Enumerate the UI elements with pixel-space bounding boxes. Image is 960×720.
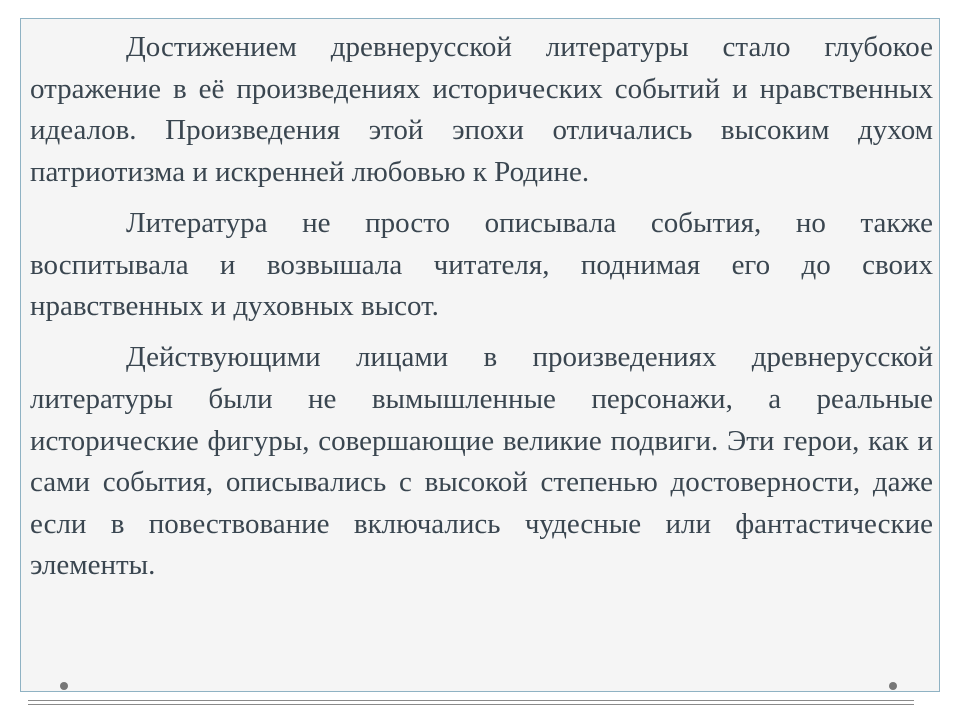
decor-line-bottom (28, 704, 914, 705)
decor-dot-right (889, 682, 897, 690)
paragraph-3: Действующими лицами в произведениях древнерусской литературы были не вымышленные персонажи, а реальные исторические фигуры, совершающие великие подвиги. Эти герои, как и сами события, описывались с высокой степенью достоверности, даже если в повествование включались чудесные или фантастические элементы. (30, 341, 933, 582)
body-text (30, 27, 933, 597)
decor-line-top (28, 700, 914, 701)
paragraph-2: Литература не просто описывала события, но также воспитывала и возвышала читателя, поднимая его до своих нравственных и духовных высот. (30, 206, 933, 323)
paragraph-1: Достижением древнерусской литературы стало глубокое отражение в её произведениях исторических событий и нравственных идеалов. Произведения этой эпохи отличались высоким духом патриотизма и искренней любовью к Родине. (30, 31, 933, 188)
decor-dot-left (60, 682, 68, 690)
